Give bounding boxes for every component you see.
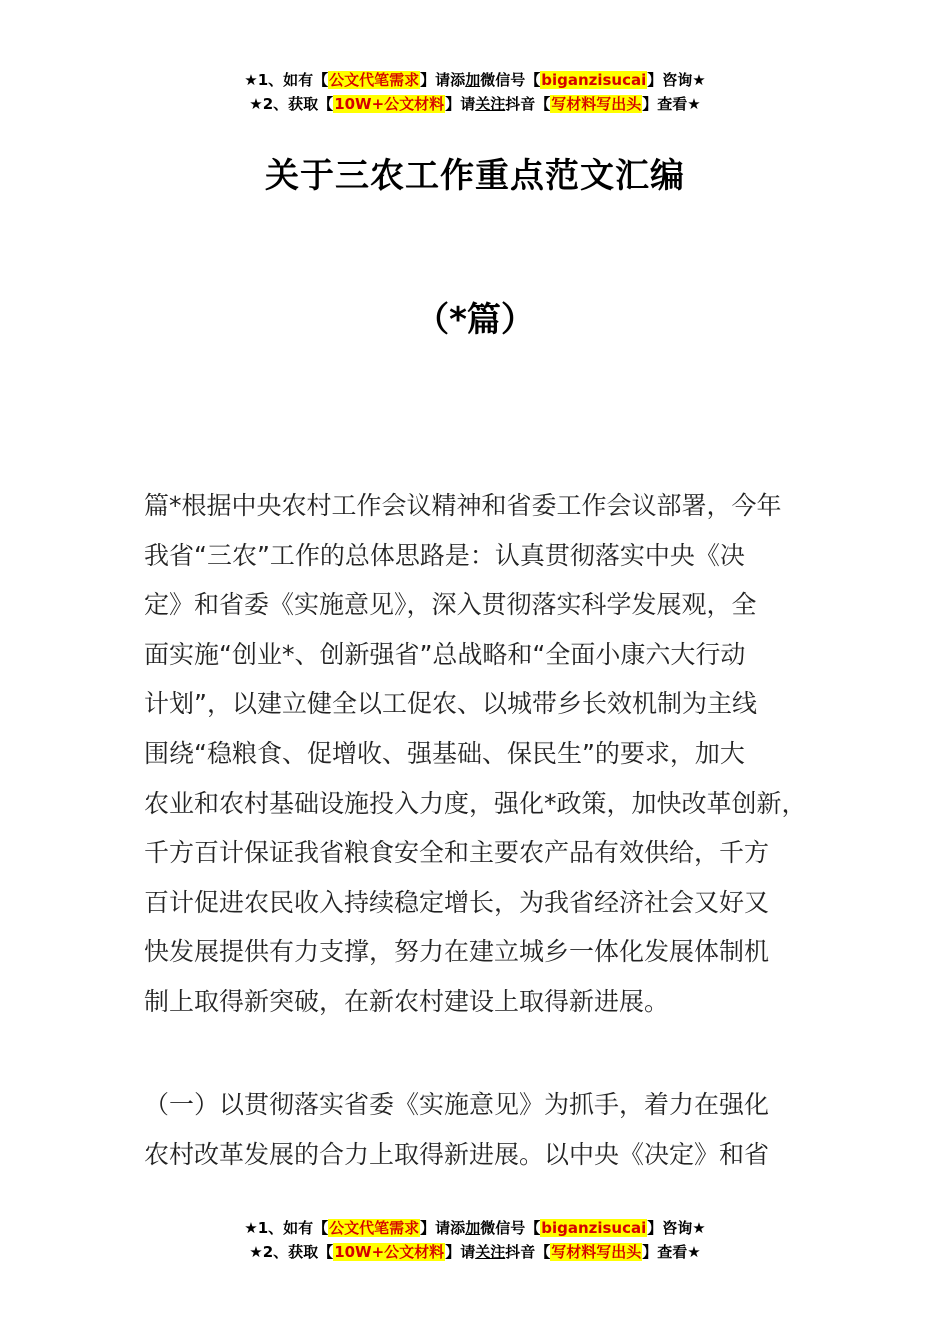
promo-highlight: 公文代笔需求: [329, 71, 420, 89]
text-line: 计划”，以建立健全以工促农、以城带乡长效机制为主线: [144, 689, 757, 719]
text-line: 制上取得新突破，在新农村建设上取得新进展。: [144, 986, 670, 1016]
promo-line-2: ★2、获取【10W+公文材料】请关注抖音【写材料写出头】查看★: [249, 95, 701, 113]
promo-highlight: 10W+公文材料: [334, 1243, 445, 1261]
document-subtitle: （*篇）: [415, 300, 535, 340]
promo-wechat-id: biganzisucai: [541, 1219, 647, 1237]
text-line: （一）以贯彻落实省委《实施意见》为抓手，着力在强化: [144, 1090, 770, 1119]
text-line: 千方百计保证我省粮食安全和主要农产品有效供给，千方: [144, 838, 770, 868]
promo-line-1: ★1、如有【公文代笔需求】请添加微信号【biganzisucai】咨询★: [244, 71, 706, 89]
promo-banner-top: [0, 68, 950, 116]
promo-douyin-name: 写材料写出头: [551, 95, 642, 113]
text-line: 定》和省委《实施意见》，深入贯彻落实科学发展观，全: [144, 590, 757, 620]
text-line: 围绕“稳粮食、促增收、强基础、保民生”的要求，加大: [144, 738, 745, 768]
text-line: 我省“三农”工作的总体思路是：认真贯彻落实中央《决: [144, 540, 745, 570]
body-paragraph-2: [144, 1080, 824, 1179]
promo-wechat-id: biganzisucai: [541, 71, 647, 89]
body-paragraph-1: [144, 481, 824, 1027]
text-line: 快发展提供有力支撑，努力在建立城乡一体化发展体制机: [144, 937, 770, 967]
promo-douyin-name: 写材料写出头: [551, 1243, 642, 1261]
text-line: 农业和农村基础设施投入力度，强化*政策，加快改革创新，: [144, 788, 807, 818]
promo-line-1: ★1、如有【公文代笔需求】请添加微信号【biganzisucai】咨询★: [244, 1219, 706, 1237]
text-line: 面实施“创业*、创新强省”总战略和“全面小康六大行动: [144, 639, 746, 669]
promo-highlight: 10W+公文材料: [334, 95, 445, 113]
text-line: 农村改革发展的合力上取得新进展。以中央《决定》和省: [144, 1139, 770, 1169]
promo-highlight: 公文代笔需求: [329, 1219, 420, 1237]
text-line: 百计促进农民收入持续稳定增长，为我省经济社会又好又: [144, 887, 770, 917]
promo-banner-bottom: [0, 1216, 950, 1264]
promo-line-2: ★2、获取【10W+公文材料】请关注抖音【写材料写出头】查看★: [249, 1243, 701, 1261]
document-title: 关于三农工作重点范文汇编: [265, 156, 685, 196]
text-line: 篇*根据中央农村工作会议精神和省委工作会议部署，今年: [144, 491, 782, 520]
